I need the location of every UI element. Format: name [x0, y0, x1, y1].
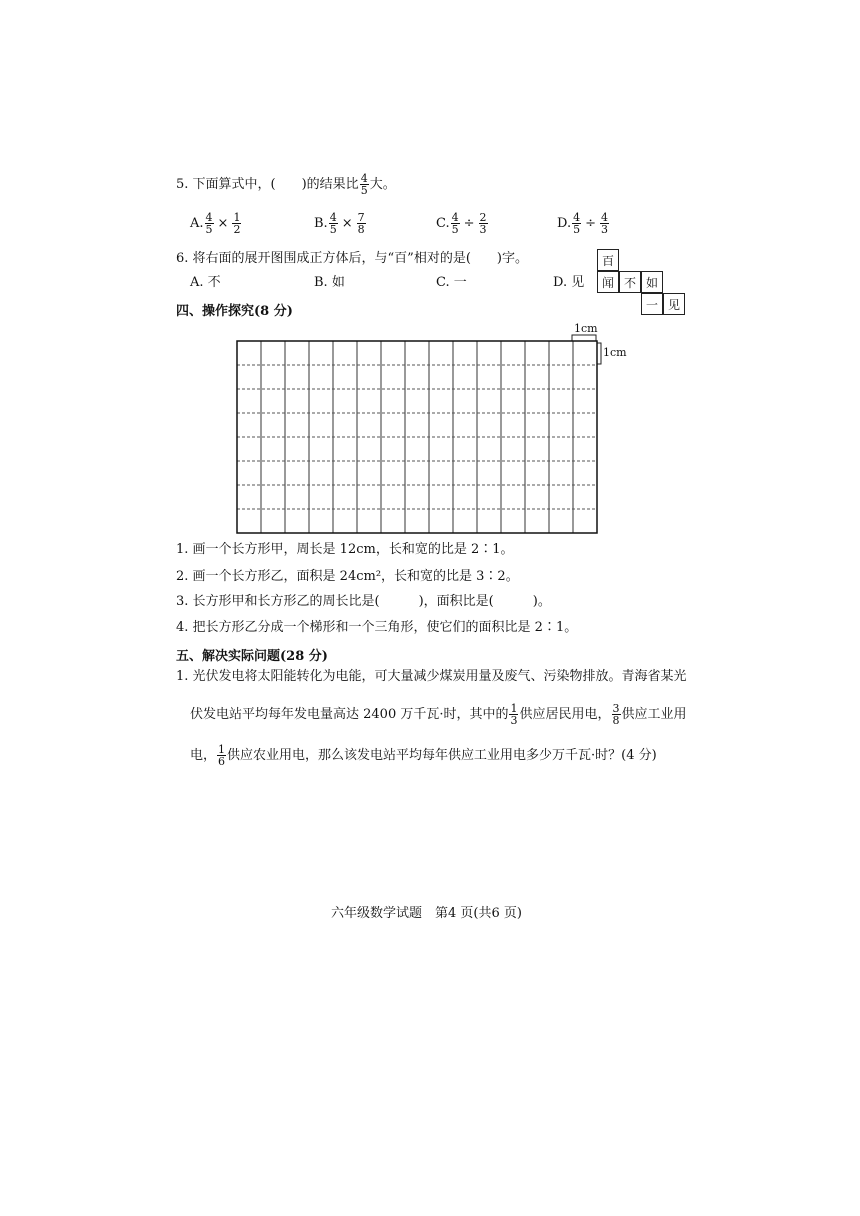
page-footer: 六年级数学试题 第4 页(共6 页): [331, 906, 522, 921]
section5-problem1-line2: 伏发电站平均每年发电量高达 2400 万千瓦·时，其中的 $\frac{1}{3}$ 供应居民用电， $\frac{3}{8}$ 供应工业用: [190, 702, 687, 727]
q5-stem-post: 大。: [369, 177, 396, 192]
net-cell-bai: 百: [597, 249, 619, 271]
square-grid: [236, 340, 598, 534]
q5-stem-pre: 5. 下面算式中，( )的结果比: [176, 177, 359, 192]
section4-item-4: 4. 把长方形乙分成一个梯形和一个三角形，使它们的面积比是 2∶1。: [176, 620, 578, 635]
grid-unit-label-x: 1cm: [574, 322, 598, 335]
section4-title: 四、操作探究(8 分): [176, 304, 293, 319]
fraction-3-8: $\frac{3}{8}$: [612, 702, 620, 727]
q5-stem-fraction: $\frac{4}{5}$: [360, 172, 368, 197]
net-cell-ru: 如: [641, 271, 663, 293]
grid-unit-label-y: 1cm: [603, 346, 627, 359]
section4-item-2: 2. 画一个长方形乙，面积是 24cm²，长和宽的比是 3∶2。: [176, 569, 519, 584]
net-cell-wen: 闻: [597, 271, 619, 293]
section4-item-3: 3. 长方形甲和长方形乙的周长比是( )，面积比是( )。: [176, 594, 551, 609]
q6-stem: 6. 将右面的展开图围成正方体后，与“百”相对的是( )字。: [176, 251, 528, 266]
section5-problem1-line1: 1. 光伏发电将太阳能转化为电能，可大量减少煤炭用量及废气、污染物排放。青海省某光: [176, 669, 687, 684]
q6-option-b: B. 如: [314, 275, 345, 290]
section4-item-1: 1. 画一个长方形甲，周长是 12cm，长和宽的比是 2∶1。: [176, 542, 514, 557]
q5-option-a: A. $\frac{4}{5}$ × $\frac{1}{2}$: [190, 211, 241, 236]
q5-option-b: B. $\frac{4}{5}$ × $\frac{7}{8}$: [314, 211, 365, 236]
section5-title: 五、解决实际问题(28 分): [176, 649, 328, 664]
fraction-1-3: $\frac{1}{3}$: [510, 702, 518, 727]
net-cell-yi: 一: [641, 293, 663, 315]
q6-option-d: D. 见: [553, 275, 585, 290]
net-cell-jian: 见: [663, 293, 685, 315]
q5-stem: [176, 173, 396, 196]
fraction-1-6: $\frac{1}{6}$: [218, 743, 226, 768]
q5-option-c: C. $\frac{4}{5}$ ÷ $\frac{2}{3}$: [436, 211, 487, 236]
net-cell-bu: 不: [619, 271, 641, 293]
section5-problem1-line3: 电， $\frac{1}{6}$ 供应农业用电，那么该发电站平均每年供应工业用电多少万千瓦·时？(4 分): [190, 743, 657, 768]
q6-option-a: A. 不: [190, 275, 221, 290]
q6-option-c: C. 一: [436, 275, 467, 290]
q5-option-d: D. $\frac{4}{5}$ ÷ $\frac{4}{3}$: [557, 211, 608, 236]
